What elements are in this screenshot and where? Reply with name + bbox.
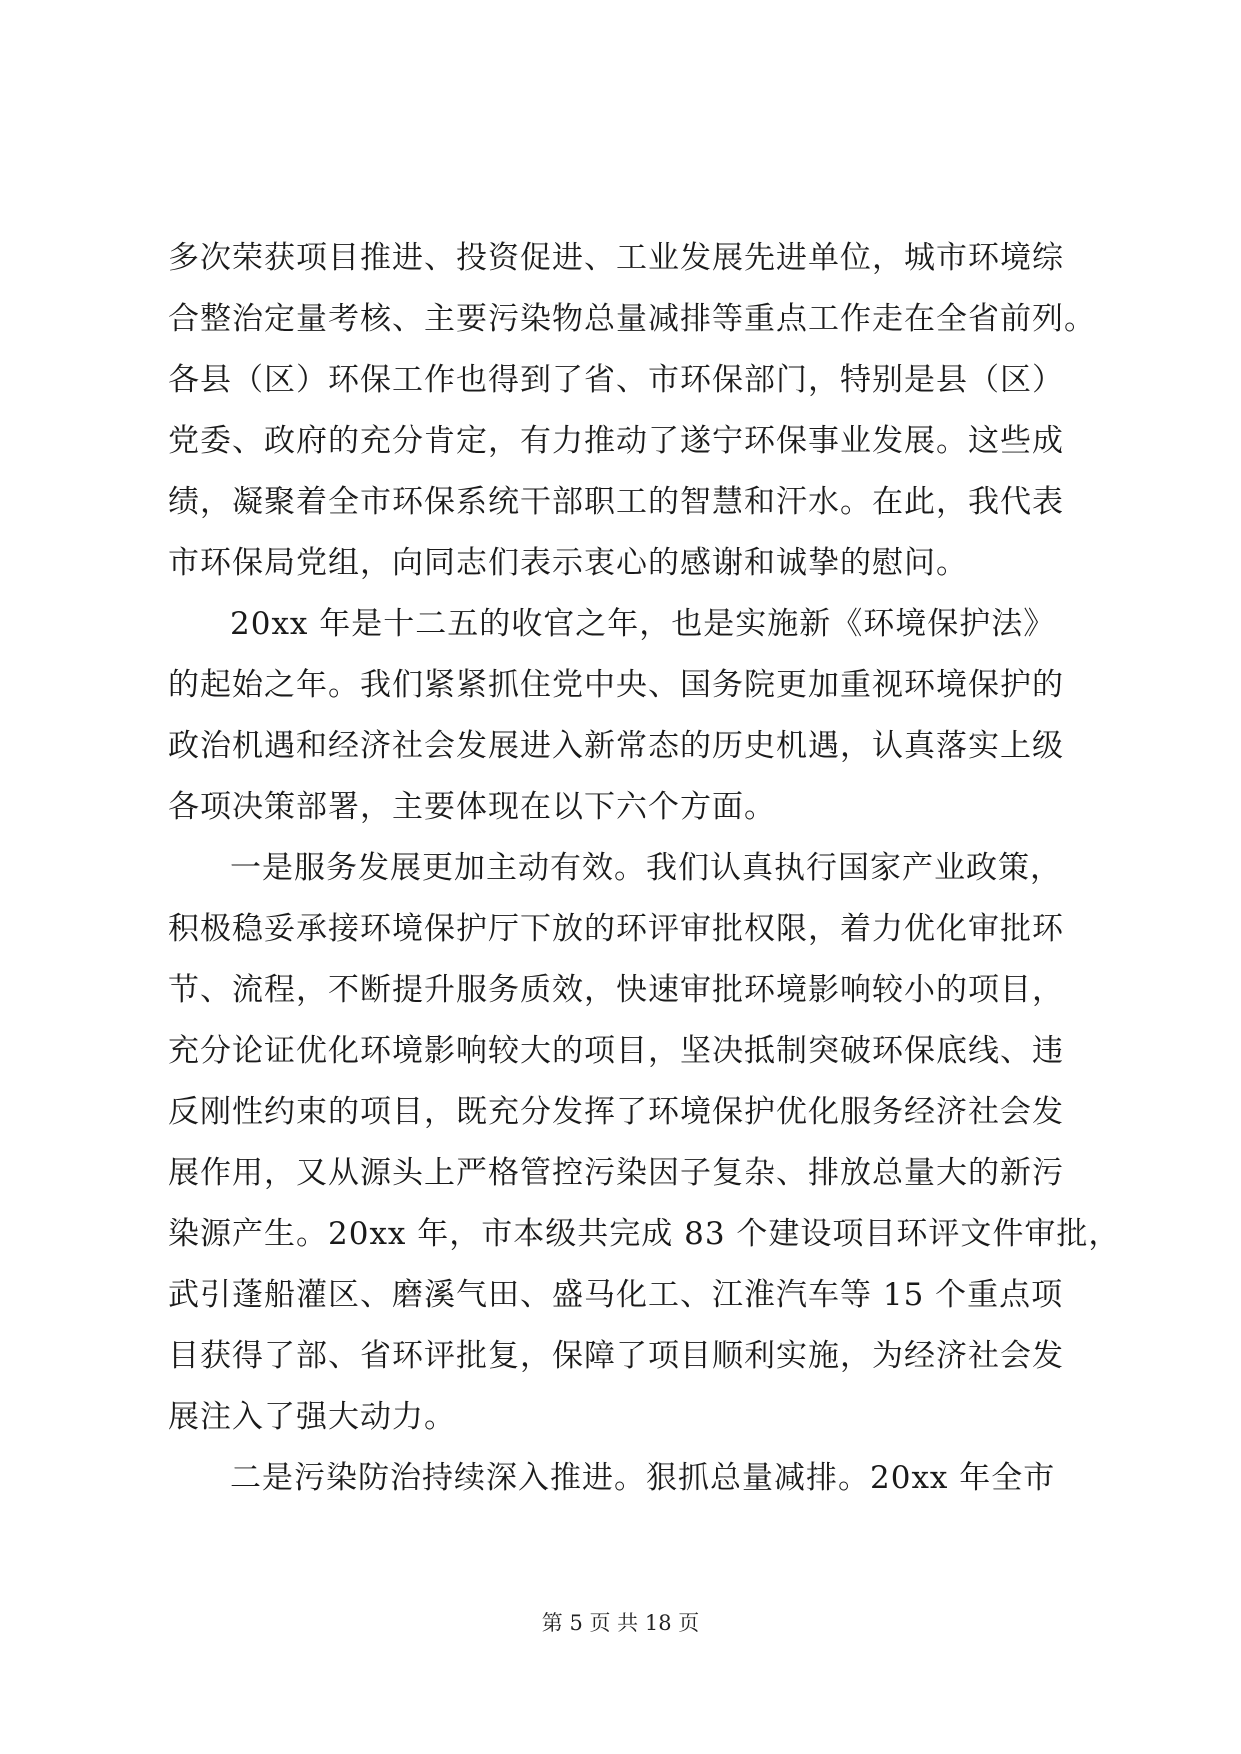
text-line: 节、流程，不断提升服务质效，快速审批环境影响较小的项目， (168, 972, 1064, 1008)
text-line: 政治机遇和经济社会发展进入新常态的历史机遇，认真落实上级 (168, 728, 1064, 764)
text-line: 党委、政府的充分肯定，有力推动了遂宁环保事业发展。这些成 (168, 423, 1064, 459)
text-line: 目获得了部、省环评批复，保障了项目顺利实施，为经济社会发 (168, 1338, 1064, 1374)
text-line: 市环保局党组，向同志们表示衷心的感谢和诚挚的慰问。 (168, 545, 968, 581)
text-line: 反刚性约束的项目，既充分发挥了环境保护优化服务经济社会发 (168, 1094, 1064, 1130)
text-line: 展注入了强大动力。 (168, 1399, 456, 1435)
text-line: 各项决策部署，主要体现在以下六个方面。 (168, 789, 776, 825)
text-line: 多次荣获项目推进、投资促进、工业发展先进单位，城市环境综 (168, 240, 1064, 276)
text-line: 一是服务发展更加主动有效。我们认真执行国家产业政策， (230, 850, 1062, 886)
text-line: 绩，凝聚着全市环保系统干部职工的智慧和汗水。在此，我代表 (168, 484, 1064, 520)
text-line: 二是污染防治持续深入推进。狠抓总量减排。20xx 年全市 (230, 1460, 1056, 1496)
text-line: 合整治定量考核、主要污染物总量减排等重点工作走在全省前列。 (168, 301, 1096, 337)
text-line: 20xx 年是十二五的收官之年，也是实施新《环境保护法》 (230, 606, 1056, 642)
body-text (168, 228, 1121, 1509)
text-line: 武引蓬船灌区、磨溪气田、盛马化工、江淮汽车等 15 个重点项 (168, 1277, 1064, 1313)
text-line: 展作用，又从源头上严格管控污染因子复杂、排放总量大的新污 (168, 1155, 1064, 1191)
text-line: 积极稳妥承接环境保护厅下放的环评审批权限，着力优化审批环 (168, 911, 1064, 947)
text-line: 各县（区）环保工作也得到了省、市环保部门，特别是县（区） (168, 362, 1064, 398)
text-line: 染源产生。20xx 年，市本级共完成 83 个建设项目环评文件审批， (168, 1216, 1121, 1252)
page-footer: 第 5 页 共 18 页 (541, 1611, 700, 1635)
text-line: 充分论证优化环境影响较大的项目，坚决抵制突破环保底线、违 (168, 1033, 1064, 1069)
text-line: 的起始之年。我们紧紧抓住党中央、国务院更加重视环境保护的 (168, 667, 1064, 703)
